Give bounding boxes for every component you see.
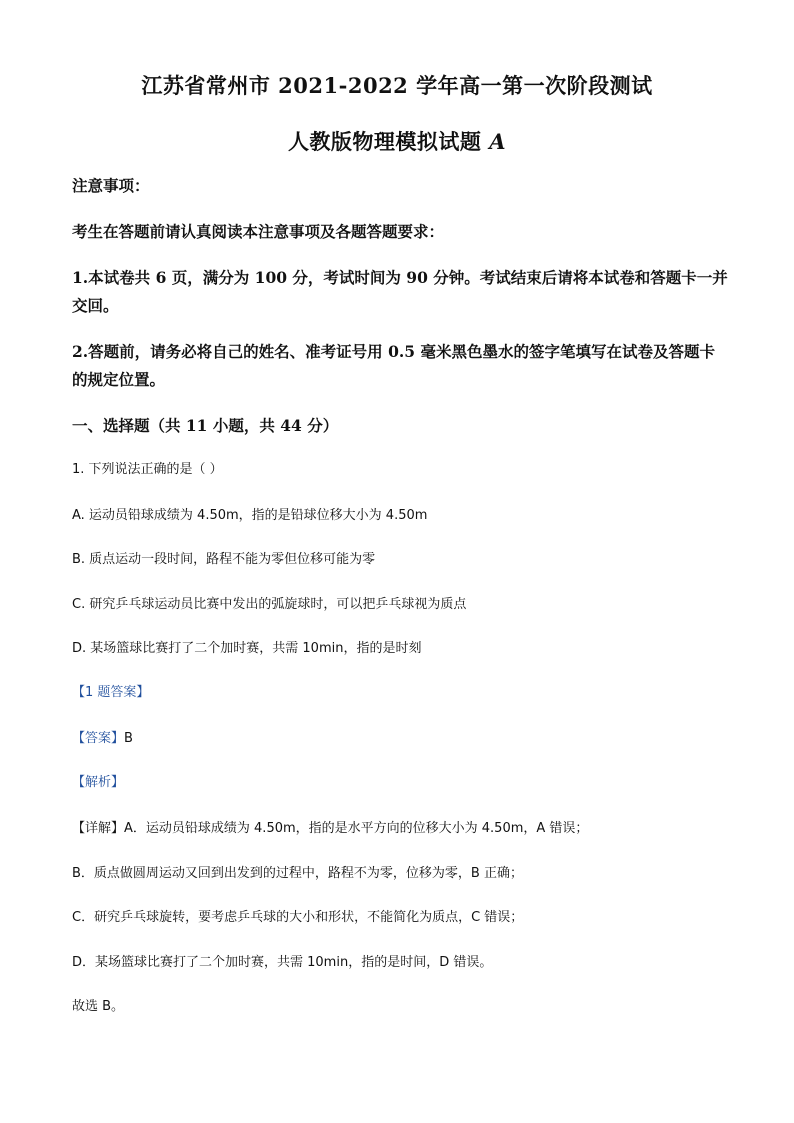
question-1-option-d: D. 某场篮球比赛打了二个加时赛，共需 10min，指的是时刻 xyxy=(72,641,422,656)
analysis-tag: 【解析】 xyxy=(72,775,125,790)
notice-item-1-line-2: 交回。 xyxy=(72,296,119,315)
conclusion-line: 故选 B。 xyxy=(72,999,125,1014)
exam-subtitle xyxy=(0,126,794,156)
exam-title: 江苏省常州市 2021-2022 学年高一第一次阶段测试 xyxy=(141,73,653,98)
detail-line-b: B．质点做圆周运动又回到出发到的过程中，路程不为零，位移为零，B 正确； xyxy=(72,866,523,881)
question-1-option-c: C. 研究乒乓球运动员比赛中发出的弧旋球时，可以把乒乓球视为质点 xyxy=(72,597,467,612)
subtitle-main: 人教版物理模拟试题 xyxy=(287,129,490,154)
notice-item-2-line-1: 2.答题前，请务必将自己的姓名、准考证号用 0.5 毫米黑色墨水的签字笔填写在试卷及答题卡 xyxy=(72,342,715,361)
answer-heading: 【1 题答案】 xyxy=(72,685,150,700)
detail-tag: 【详解】 xyxy=(72,821,125,836)
answer-value: B xyxy=(124,731,133,746)
detail-a-text: A．运动员铅球成绩为 4.50m，指的是水平方向的位移大小为 4.50m，A 错误； xyxy=(124,821,589,836)
detail-line-d: D．某场篮球比赛打了二个加时赛，共需 10min，指的是时间，D 错误。 xyxy=(72,955,493,970)
detail-line-a xyxy=(72,820,728,838)
section-heading: 一、选择题（共 11 小题，共 44 分） xyxy=(72,416,339,435)
notice-intro: 考生在答题前请认真阅读本注意事项及各题答题要求： xyxy=(72,222,445,241)
question-1-option-b: B. 质点运动一段时间，路程不能为零但位移可能为零 xyxy=(72,552,376,567)
notice-heading: 注意事项： xyxy=(72,176,150,195)
notice-item-2-line-2: 的规定位置。 xyxy=(72,370,166,389)
answer-line xyxy=(72,730,728,748)
question-1-option-a: A. 运动员铅球成绩为 4.50m，指的是铅球位移大小为 4.50m xyxy=(72,508,428,523)
question-1-stem: 1. 下列说法正确的是（ ） xyxy=(72,462,223,477)
detail-line-c: C．研究乒乓球旋转，要考虑乒乓球的大小和形状，不能简化为质点，C 错误； xyxy=(72,910,524,925)
notice-item-1-line-1: 1.本试卷共 6 页，满分为 100 分，考试时间为 90 分钟。考试结束后请将本试卷和答题卡一并 xyxy=(72,268,728,287)
subtitle-version: A xyxy=(489,129,507,154)
answer-tag: 【答案】 xyxy=(72,731,125,746)
